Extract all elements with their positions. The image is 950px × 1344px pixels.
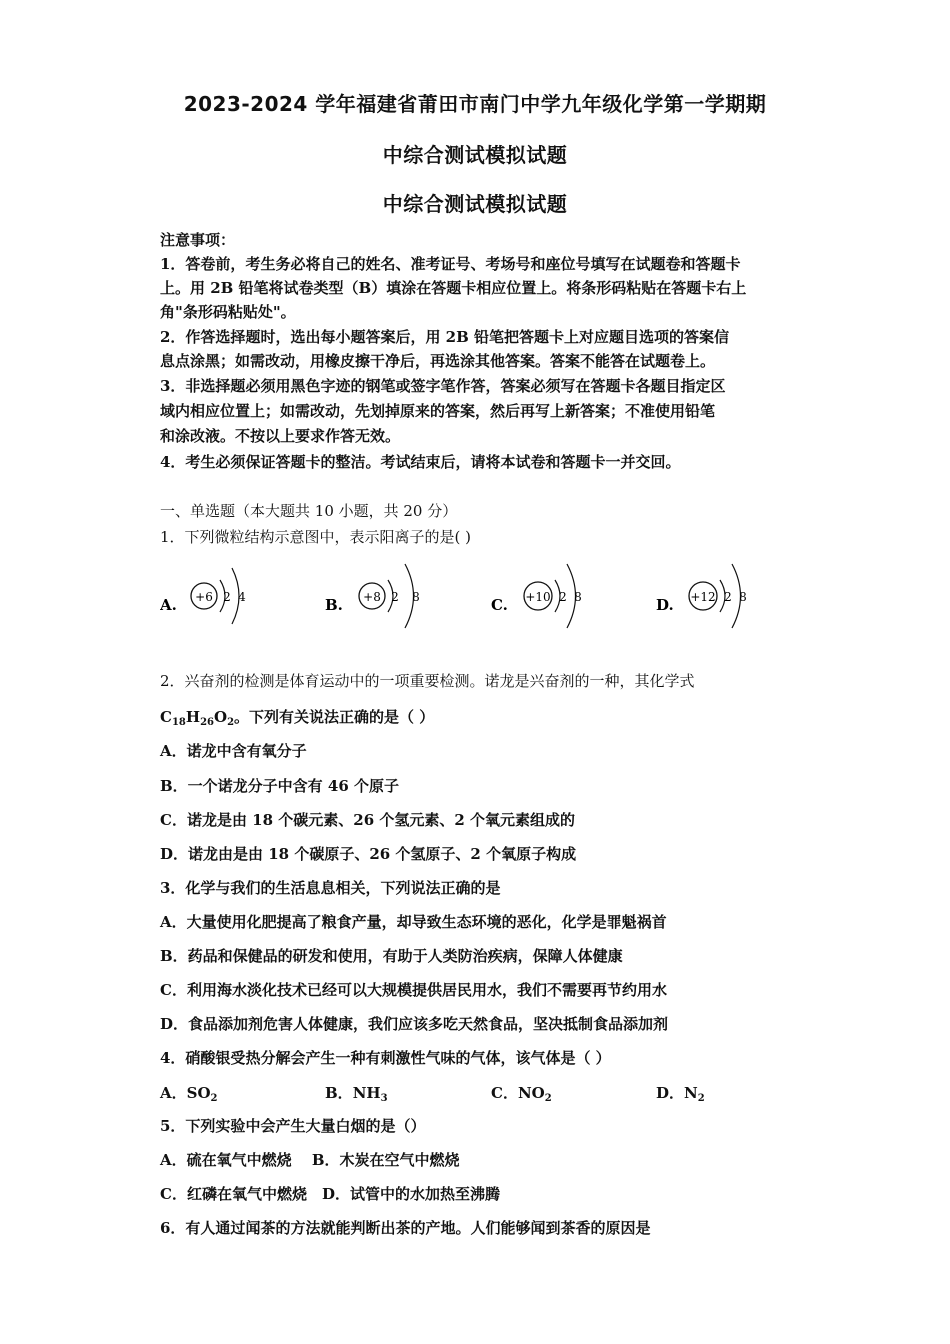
- formula-element: C: [160, 708, 172, 726]
- exam-title-line-3: 中综合测试模拟试题: [382, 192, 568, 216]
- notice-line: 3．非选择题必须用黑色字迹的钢笔或签字笔作答，答案必须写在答题卡各题目指定区: [160, 377, 726, 395]
- question-5-options-row: C．红磷在氧气中燃烧 D．试管中的水加热至沸腾: [160, 1185, 500, 1203]
- shell-electrons: 8: [574, 590, 582, 604]
- option-label: A.: [160, 596, 177, 614]
- question-1-stem: 1．下列微粒结构示意图中，表示阳离子的是( ): [160, 528, 472, 546]
- formula-subscript: 3: [380, 1093, 388, 1104]
- formula-subscript: 2: [210, 1093, 218, 1104]
- atom-structure-diagram: [325, 558, 435, 638]
- notice-line: 和涂改液。不按以上要求作答无效。: [160, 427, 401, 445]
- shell-electrons: 8: [739, 590, 747, 604]
- q1-option-d: [656, 558, 766, 642]
- nucleus-charge: +6: [195, 590, 213, 604]
- formula-subscript: 18: [171, 717, 186, 728]
- option-label: C.: [491, 596, 508, 614]
- shell-electrons: 8: [412, 590, 420, 604]
- nucleus-charge: +12: [690, 590, 716, 604]
- question-4-option-d: [656, 1082, 705, 1103]
- nucleus-charge: +10: [525, 590, 551, 604]
- question-5-options-row: A．硫在氧气中燃烧 B．木炭在空气中燃烧: [160, 1151, 460, 1169]
- notice-line: 域内相应位置上；如需改动，先划掉原来的答案，然后再写上新答案；不准使用铅笔: [160, 402, 716, 420]
- option-label: A．: [160, 1084, 187, 1102]
- option-label: B.: [325, 596, 343, 614]
- question-3-option: B．药品和保健品的研发和使用，有助于人类防治疾病，保障人体健康: [160, 947, 623, 965]
- atom-structure-diagram: [656, 558, 766, 638]
- atom-structure-diagram: [160, 558, 260, 638]
- question-3-option: C．利用海水淡化技术已经可以大规模提供居民用水，我们不需要再节约用水: [160, 981, 667, 999]
- notice-heading: 注意事项：: [160, 231, 236, 249]
- notice-line: 息点涂黑；如需改动，用橡皮擦干净后，再选涂其他答案。答案不能答在试题卷上。: [160, 352, 716, 370]
- atom-structure-diagram: [491, 558, 601, 638]
- notice-line: 2．作答选择题时，选出每小题答案后，用 2B 铅笔把答题卡上对应题目选项的答案信: [160, 328, 730, 346]
- question-2-option: B．一个诺龙分子中含有 46 个原子: [160, 777, 399, 795]
- formula-subscript: 2: [697, 1093, 705, 1104]
- option-label: C．: [491, 1084, 518, 1102]
- question-3-option: A．大量使用化肥提高了粮食产量，却导致生态环境的恶化，化学是罪魁祸首: [160, 913, 667, 931]
- option-label: D.: [656, 596, 674, 614]
- question-2-option: A．诺龙中含有氧分子: [160, 742, 307, 760]
- question-4-stem: 4．硝酸银受热分解会产生一种有刺激性气味的气体，该气体是（ ）: [160, 1049, 611, 1067]
- formula-subscript: 2: [544, 1093, 552, 1104]
- q1-option-a: [160, 558, 260, 642]
- q1-option-b: [325, 558, 435, 642]
- formula-element: H: [185, 708, 201, 726]
- formula-element: N: [684, 1084, 698, 1102]
- formula-element: SO: [186, 1084, 211, 1102]
- notice-line: 角"条形码粘贴处"。: [160, 303, 296, 321]
- shell-electrons: 2: [724, 590, 732, 604]
- formula-element: O: [213, 708, 228, 726]
- notice-line: 1．答卷前，考生务必将自己的姓名、准考证号、考场号和座位号填写在试题卷和答题卡: [160, 255, 741, 273]
- nucleus-charge: +8: [363, 590, 381, 604]
- question-3-stem: 3．化学与我们的生活息息相关，下列说法正确的是: [160, 879, 501, 897]
- question-3-option: D．食品添加剂危害人体健康，我们应该多吃天然食品，坚决抵制食品添加剂: [160, 1015, 669, 1033]
- notice-line: 上。用 2B 铅笔将试卷类型（B）填涂在答题卡相应位置上。将条形码粘贴在答题卡右上: [160, 279, 747, 297]
- question-4-option-b: [325, 1082, 388, 1103]
- question-4-option-c: [491, 1082, 552, 1103]
- question-2-stem-tail: 。下列有关说法正确的是（ ）: [234, 708, 435, 726]
- shell-electrons: 4: [238, 590, 246, 604]
- question-2-option: D．诺龙由是由 18 个碳原子、26 个氢原子、2 个氧原子构成: [160, 845, 577, 863]
- formula-element: NH: [352, 1084, 381, 1102]
- question-2-stem: 2．兴奋剂的检测是体育运动中的一项重要检测。诺龙是兴奋剂的一种，其化学式: [160, 672, 695, 690]
- exam-title-line-2: 中综合测试模拟试题: [382, 143, 568, 167]
- option-label: D．: [656, 1084, 685, 1102]
- q1-option-c: [491, 558, 601, 642]
- formula-subscript: 26: [200, 717, 214, 728]
- question-2-option: C．诺龙是由 18 个碳元素、26 个氢元素、2 个氧元素组成的: [160, 811, 576, 829]
- section-heading: 一、单选题（本大题共 10 小题，共 20 分）: [160, 502, 458, 520]
- exam-title-line-1: 2023-2024 学年福建省莆田市南门中学九年级化学第一学期期: [183, 92, 767, 116]
- question-6-stem: 6．有人通过闻茶的方法就能判断出茶的产地。人们能够闻到茶香的原因是: [160, 1219, 651, 1237]
- shell-electrons: 2: [223, 590, 231, 604]
- option-label: B．: [325, 1084, 353, 1102]
- question-2-formula-line: [160, 706, 434, 727]
- shell-electrons: 2: [559, 590, 567, 604]
- formula-subscript: 2: [227, 717, 235, 728]
- question-4-option-a: [160, 1082, 218, 1103]
- shell-electrons: 2: [391, 590, 399, 604]
- notice-line: 4．考生必须保证答题卡的整洁。考试结束后，请将本试卷和答题卡一并交回。: [160, 453, 681, 471]
- formula-element: NO: [517, 1084, 545, 1102]
- question-5-stem: 5．下列实验中会产生大量白烟的是（）: [160, 1117, 426, 1135]
